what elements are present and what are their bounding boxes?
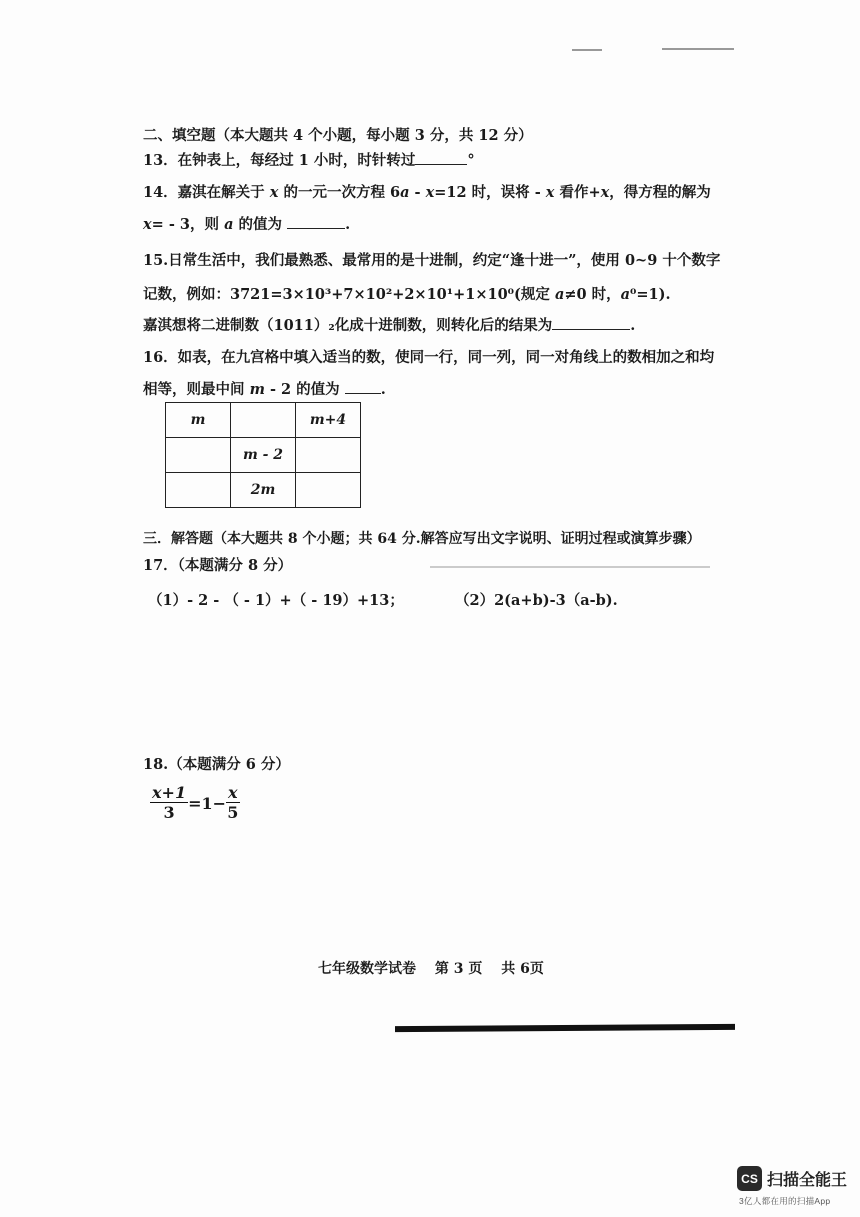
question-17-title: 17．（本题满分 8 分） (143, 557, 293, 574)
question-16-line-1: 16．如表，在九宫格中填入适当的数，使同一行，同一列，同一对角线上的数相加之和均 (143, 349, 715, 366)
answer-blank-13[interactable] (415, 152, 467, 165)
scan-edge-mark (395, 1024, 735, 1032)
grid-cell (296, 473, 361, 508)
question-16-line-2: 相等，则最中间 m - 2 的值为 . (143, 381, 386, 398)
equation-18: $\frac{x+1}{3}$ =1− $\frac{x}{5}$ (152, 783, 239, 822)
answer-blank-14[interactable] (287, 216, 345, 229)
question-14-line-1: 14．嘉淇在解关于 x 的一元一次方程 6a - x=12 时，误将 - x 看作+x，得方程的解为 (143, 184, 711, 201)
grid-cell (296, 438, 361, 473)
section-2-heading: 二、填空题（本大题共 4 个小题，每小题 3 分，共 12 分） (143, 127, 533, 144)
grid-cell: 2m (231, 473, 296, 508)
page-footer: 七年级数学试卷 第 3 页 共 6页 (318, 961, 544, 977)
grid-cell (166, 473, 231, 508)
question-15-line-3: 嘉淇想将二进制数（1011）₂化成十进制数，则转化后的结果为 . (143, 317, 636, 334)
answer-blank-16[interactable] (345, 381, 381, 394)
cs-logo-icon: CS (737, 1166, 762, 1191)
scanner-logo (737, 1166, 847, 1191)
question-13 (143, 149, 475, 170)
grid-cell: m - 2 (231, 438, 296, 473)
question-14-line-2: x= - 3，则 a 的值为 . (143, 216, 351, 233)
table-row (166, 403, 361, 438)
question-18-title: 18.（本题满分 6 分） (143, 756, 290, 773)
question-15-line-2: 记数，例如：3721=3×10³+7×10²+2×10¹+1×10⁰(规定 a≠0 时，a⁰=1). (143, 286, 671, 303)
scan-artifact (430, 566, 710, 568)
section-3-heading: 三．解答题（本大题共 8 个小题；共 64 分.解答应写出文字说明、证明过程或演算步骤） (143, 531, 701, 547)
table-row (166, 438, 361, 473)
grid-cell (231, 403, 296, 438)
question-13-text: 13．在钟表上，每经过 1 小时，时针转过 (143, 152, 416, 169)
scan-artifact (662, 48, 734, 50)
scan-artifact (572, 49, 602, 51)
degree-unit: ° (467, 152, 475, 169)
scanner-tagline: 3亿人都在用的扫描App (739, 1196, 831, 1206)
answer-blank-15[interactable] (552, 317, 630, 330)
grid-cell: m (166, 403, 231, 438)
question-15-line-1: 15.日常生活中，我们最熟悉、最常用的是十进制，约定“逢十进一”，使用 0~9 十个数字 (143, 252, 721, 269)
question-17-part-2: （2）2(a+b)-3（a-b). (455, 592, 618, 609)
question-17-part-1: （1）- 2 - （ - 1）+（ - 19）+13； (148, 592, 404, 609)
table-row (166, 473, 361, 508)
grid-cell (166, 438, 231, 473)
magic-square-table (165, 402, 361, 508)
scanner-app-name: 扫描全能王 (767, 1172, 848, 1189)
grid-cell: m+4 (296, 403, 361, 438)
